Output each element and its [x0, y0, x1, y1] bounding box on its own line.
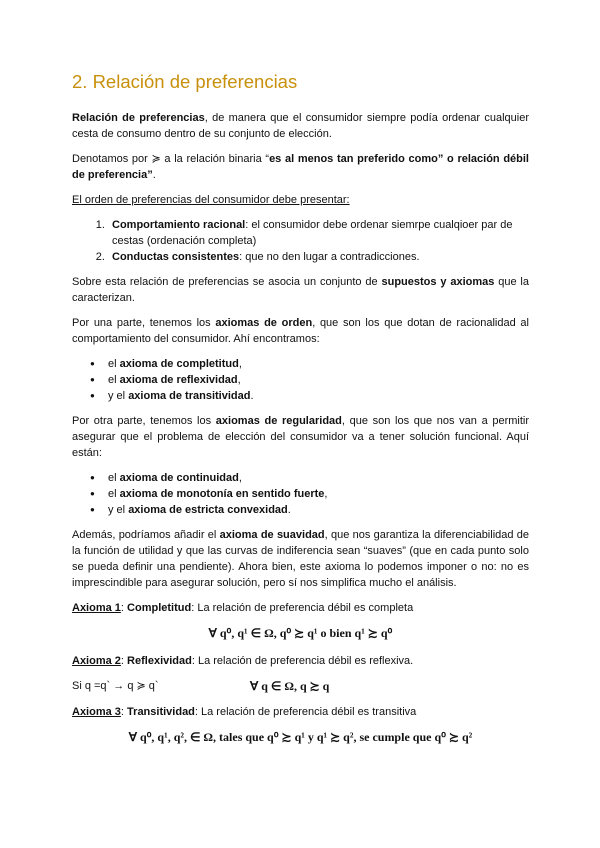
bold-text: Reflexividad: [127, 655, 192, 667]
paragraph: [72, 274, 529, 306]
text-run: el: [108, 488, 120, 500]
text-run: el: [108, 358, 120, 370]
formula-note: Si q =q` → q ≽ q`: [72, 680, 159, 692]
text-run: : el consumidor debe ordenar siemrpe cualqioer par de cestas (ordenación completa): [112, 219, 513, 247]
bold-text: Axioma 2: [72, 655, 121, 667]
formula: ∀ q ∈ Ω, q ≿ q: [250, 679, 330, 693]
list-item: [90, 388, 529, 404]
text-run: que la caracterizan.: [72, 276, 529, 304]
text-run: el: [108, 472, 120, 484]
paragraph: [72, 527, 529, 591]
text-run: el: [108, 374, 120, 386]
bold-text: supuestos y axiomas: [381, 276, 495, 288]
paragraph: [72, 151, 529, 183]
section-title: 2. Relación de preferencias: [72, 71, 298, 92]
bold-text: Relación de preferencias: [72, 112, 205, 124]
formula: ∀ q⁰, q¹ ∈ Ω, q⁰ ≿ q¹ o bien q¹ ≿ q⁰: [208, 626, 393, 640]
bold-text: Conductas consistentes: [112, 251, 240, 263]
paragraph: [72, 110, 529, 142]
list-item: [90, 502, 529, 518]
formula: ∀ q⁰, q¹, q², ∈ Ω, tales que q⁰ ≿ q¹ y q¹ ≿ q², se cumple que q⁰ ≿ q²: [128, 730, 473, 744]
list-item: [90, 470, 529, 486]
bold-text: axioma de transitividad: [128, 390, 251, 402]
list-item: [108, 249, 529, 265]
text-run: :: [120, 655, 128, 667]
text-run: , de manera que el consumidor siempre podía ordenar cualquier cesta de consumo dentro de su conjunto de elección.: [72, 112, 529, 140]
paragraph: [72, 413, 529, 461]
bold-text: axiomas de orden: [215, 317, 313, 329]
text-run: : La relación de preferencia débil es transitiva: [194, 706, 417, 718]
list-item: [108, 217, 529, 249]
bold-text: Axioma 1: [72, 602, 121, 614]
text-run: Por otra parte, tenemos los: [72, 415, 216, 427]
list-item: [90, 372, 529, 388]
bold-text: axioma de continuidad: [119, 472, 239, 484]
text-run: , que nos garantiza la diferenciabilidad de la función de utilidad y que las curvas de indiferencia sean “suaves” (que en cada punto solo se pueda definir una pendiente). Ahora bien, este axioma lo podemos imponer o no: no es imprescindible para asegurar solución, pero sí nos simplifica mucho el análisis.: [72, 529, 530, 589]
bold-text: axioma de completitud: [119, 358, 239, 370]
bold-text: Completitud: [127, 602, 192, 614]
text-run: .: [250, 390, 254, 402]
numbered-list: [72, 217, 529, 265]
bold-text: axioma de suavidad: [219, 529, 325, 541]
text-run: , que son los que dotan de racionalidad al comportamiento del consumidor. Ahí encontramos:: [72, 317, 529, 345]
text-run: y el: [108, 390, 129, 402]
text-run: ,: [238, 358, 242, 370]
text-run: ,: [324, 488, 328, 500]
list-item: [90, 356, 529, 372]
text-run: : La relación de preferencia débil es completa: [191, 602, 414, 614]
bullet-list: [72, 470, 529, 518]
text-run: Sobre esta relación de preferencias se asocia un conjunto de: [72, 276, 382, 288]
text-run: : que no den lugar a contradicciones.: [239, 251, 420, 263]
text-run: ,: [237, 374, 241, 386]
paragraph: [72, 600, 529, 616]
bold-text: axioma de monotonía en sentido fuerte: [119, 488, 325, 500]
paragraph: [72, 653, 529, 669]
paragraph: [72, 315, 529, 347]
bold-text: axioma de estricta convexidad: [128, 504, 288, 516]
text-run: Además, podríamos añadir el: [72, 529, 220, 541]
text-run: , que son los que nos van a permitir asegurar que el problema de elección del consumidor va a tener solución funcional. Aquí están:: [72, 415, 530, 459]
bold-text: axiomas de regularidad: [215, 415, 342, 427]
text-run: .: [152, 169, 156, 181]
document-page: [72, 70, 529, 757]
text-run: :: [120, 602, 128, 614]
list-item: [90, 486, 529, 502]
bold-text: Comportamiento racional: [112, 219, 246, 231]
bullet-list: [72, 356, 529, 404]
text-run: : La relación de preferencia débil es reflexiva.: [191, 655, 414, 667]
bold-text: axioma de reflexividad: [119, 374, 238, 386]
text-run: :: [120, 706, 128, 718]
underlined-text: El orden de preferencias del consumidor debe presentar:: [72, 194, 350, 206]
paragraph: [72, 704, 529, 720]
formula-row: [72, 678, 529, 694]
paragraph: [72, 192, 529, 208]
bold-text: es al menos tan preferido como” o relación débil de preferencia”: [72, 153, 529, 181]
bold-text: Axioma 3: [72, 706, 121, 718]
document-body: [72, 110, 529, 745]
text-run: Por una parte, tenemos los: [72, 317, 216, 329]
text-run: y el: [108, 504, 129, 516]
text-run: Denotamos por ≽ a la relación binaria “: [72, 153, 270, 165]
text-run: ,: [238, 472, 242, 484]
text-run: .: [287, 504, 291, 516]
bold-text: Transitividad: [127, 706, 195, 718]
